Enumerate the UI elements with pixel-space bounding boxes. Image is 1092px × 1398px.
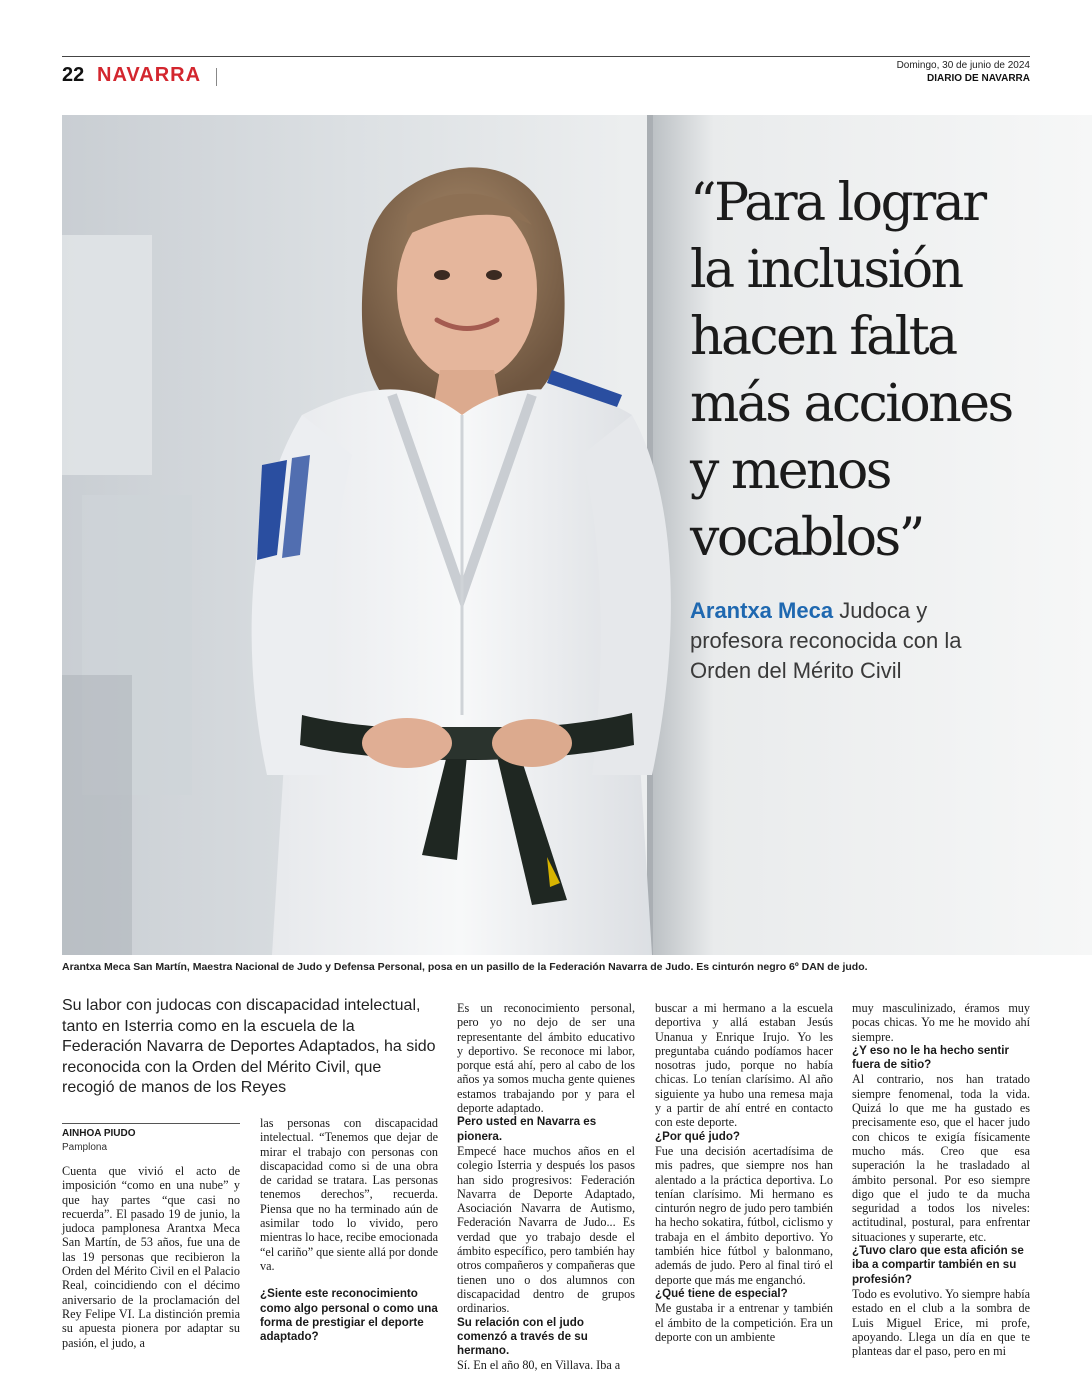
section-title: NAVARRA: [97, 64, 202, 86]
article-column-1: [62, 1164, 240, 1350]
interview-answer: Me gustaba ir a entrenar y también el ámbito de la competición. Era un deporte con un ambiente: [655, 1301, 833, 1344]
interview-question: Su relación con el judo comenzó a través de su hermano.: [457, 1315, 588, 1358]
interview-answer: Es un reconocimiento personal, pero yo no dejo de ser una representante del ámbito educativo y deportivo. Se reconoce mi labor, porque está ahí, pero al cabo de los años ya somos mucha gente quienes estamos trabajando por y para el deporte adaptado.: [457, 1001, 635, 1116]
issue-date: Domingo, 30 de junio de 2024: [896, 60, 1030, 71]
article-column-4: [655, 1001, 833, 1344]
page-number: 22: [62, 64, 85, 86]
article-column-3: [457, 1001, 635, 1373]
article-column-2: [260, 1116, 438, 1344]
interview-answer: Sí. En el año 80, en Villava. Iba a: [457, 1358, 621, 1373]
headline-quote: [690, 170, 1020, 572]
interview-question: ¿Por qué judo?: [655, 1129, 741, 1143]
article-column-5: [852, 1001, 1030, 1358]
section-divider: [216, 68, 217, 86]
interview-question: ¿Y eso no le ha hecho sentir fuera de sitio?: [852, 1043, 1009, 1072]
headline-line: “Para lograr: [690, 173, 985, 233]
interview-answer: buscar a mi hermano a la escuela deportiva y allá estaban Jesús Unanua y Enrique Irujo. Yo les preguntaba cuándo podíamos hacer nosotras judo, porque no había chicas. Lo tenían clarísimo. Al año siguiente ya hubo una remesa maja y a partir de ahí entré en contacto con este deporte.: [655, 1001, 833, 1130]
interview-answer: Fue una decisión acertadísima de mis padres, que siempre nos han alentado a la práctica deportiva. Lo tenían clarísimo. Mi hermano es cinturón negro de judo pero también ha hecho sokatira, fútbol, ciclismo y trabaja en el ámbito deportivo. Yo también hice fútbol y balonmano, además de judo. Pero al final tiró el deporte que más me enganchó.: [655, 1143, 833, 1287]
body-paragraph: las personas con discapacidad intelectual. “Tenemos que dejar de mirar el trabajo con personas con discapacidad como si de una obra de caridad se tratara. Las personas tenemos derechos”, recuerda. Piensa que no ha terminado aún de asimilar todo lo vivido, pero mientras lo hace, recibe emocionada “el cariño” que siente allá por donde va.: [260, 1116, 438, 1273]
top-rule: [62, 56, 1030, 57]
interview-answer: muy masculinizado, éramos muy pocas chicas. Yo me he movido ahí siempre.: [852, 1001, 1030, 1044]
lead-paragraph: Su labor con judocas con discapacidad intelectual, tanto en Isterria como en la escuela de la Federación Navarra de Deportes Adaptados, ha sido reconocida con la Orden del Mérito Civil, que recogió de manos de los Reyes: [62, 997, 436, 1096]
spacer: [260, 1273, 438, 1287]
headline-line: la inclusión: [690, 240, 962, 300]
interviewee-name: Arantxa Meca: [690, 598, 834, 623]
interview-question: ¿Tuvo claro que esta afición se iba a compartir también en su profesión?: [852, 1244, 1024, 1286]
byline: [690, 596, 1010, 686]
interview-answer: Todo es evolutivo. Yo siempre había estado en el club a la sombra de Luis Miguel Erice, mi profe, apoyando. Llega un día en que te planteas dar el paso, pero en mi: [852, 1286, 1030, 1359]
body-paragraph: Cuenta que vivió el acto de imposición “como en una nube” y que hay partes “que casi no recuerda”. El pasado 19 de junio, la judoca pamplonesa Arantxa Meca San Martín, de 53 años, fue una de las 19 personas que recibieron la Orden del Mérito Civil en el Palacio Real, coincidiendo con el décimo aniversario de la proclamación del Rey Felipe VI. La distinción premia su apuesta pionera por adaptar su pasión, el judo, a: [62, 1164, 240, 1350]
interview-answer: Empecé hace muchos años en el colegio Isterria y después los pasos han sido progresivos: Federación Navarra de Deporte Adaptado, Asociación Navarra de Autismo, Federación Navarra de Judo... Es verdad que yo trabajo desde el ámbito específico, pero también hay otros compañeros y compañeras que tienen uno o dos alumnos con discapacidad dentro de grupos ordinarios.: [457, 1143, 635, 1316]
headline-line: hacen falta: [690, 307, 956, 367]
dateline-place: Pamplona: [62, 1142, 108, 1153]
newspaper-name: DIARIO DE NAVARRA: [927, 73, 1030, 84]
interviewee-description: Judoca y profesora reconocida con la Orden del Mérito Civil: [690, 598, 962, 683]
interview-question: ¿Qué tiene de especial?: [655, 1286, 788, 1300]
photo-caption: Arantxa Meca San Martín, Maestra Nacional de Judo y Defensa Personal, posa en un pasillo de la Federación Navarra de Judo. Es cinturón negro 6º DAN de judo.: [62, 961, 868, 973]
interview-question: ¿Siente este reconocimiento como algo personal o como una forma de prestigiar el deporte adaptado?: [260, 1287, 438, 1344]
headline-line: más acciones: [690, 374, 1012, 434]
headline-line: y menos: [690, 441, 890, 501]
headline-line: vocablos”: [690, 508, 923, 568]
author-rule: [62, 1123, 240, 1124]
interview-question: Pero usted en Navarra es pionera.: [457, 1115, 597, 1143]
interview-answer: Al contrario, nos han tratado siempre fenomenal, toda la vida. Quizá lo que me ha gustado es precisamente eso, que el hacer judo con chicos te exigía físicamente mucho más. Creo que esa superación la he trasladado al ámbito personal. Por eso siempre digo que el judo te da mucha seguridad a todos los niveles: actitudinal, postural, para enfrentar situaciones y superarte, etc.: [852, 1072, 1030, 1244]
author-name: AINHOA PIUDO: [62, 1128, 136, 1139]
